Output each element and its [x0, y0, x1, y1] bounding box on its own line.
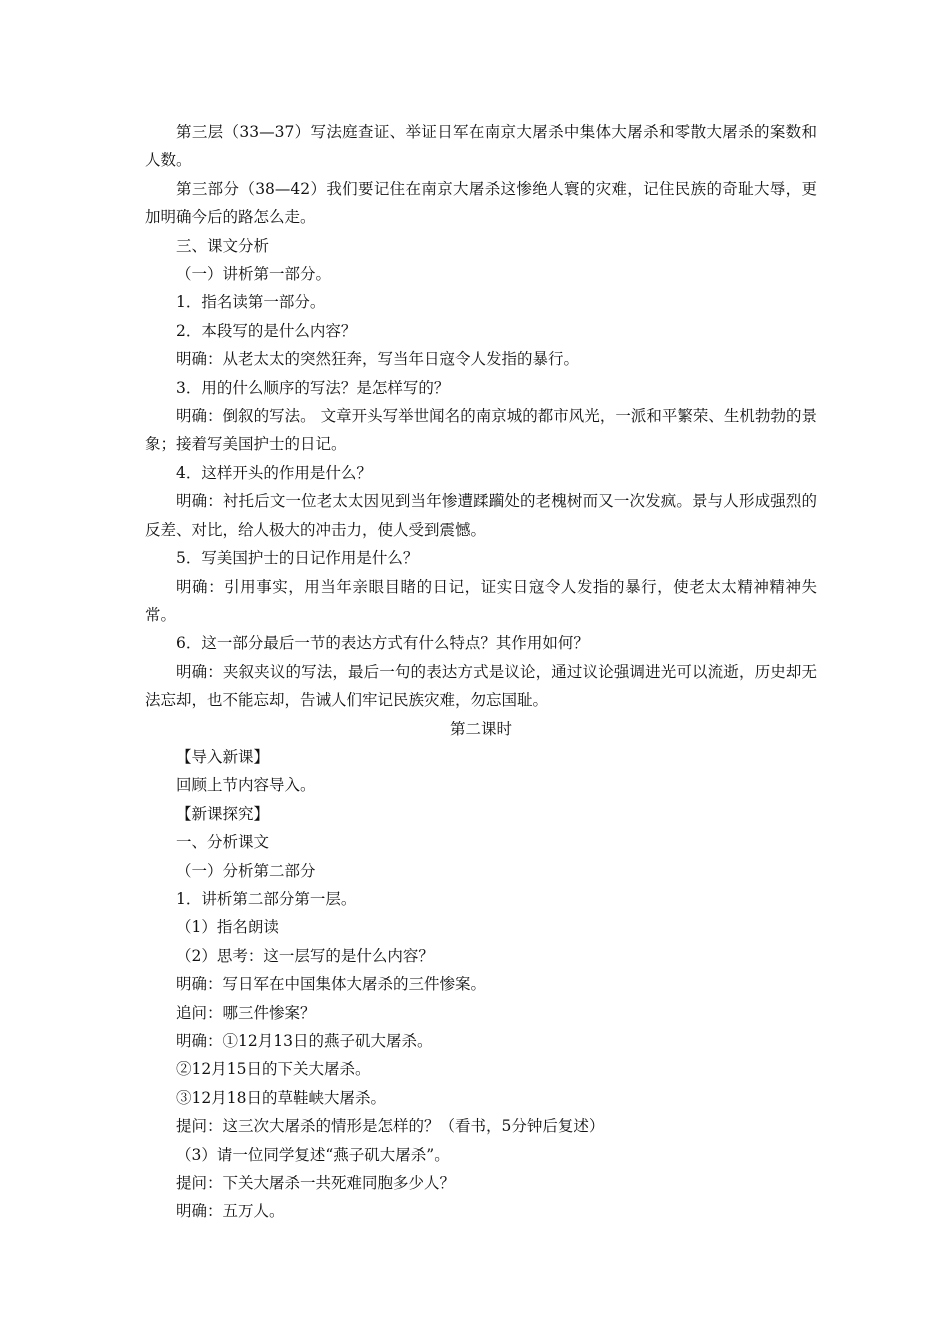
- question-item: 追问：哪三件惨案？: [176, 1003, 316, 1022]
- subsection-heading: （一）分析第二部分: [176, 861, 316, 880]
- paragraph: 回顾上节内容导入。: [176, 776, 316, 795]
- section-heading: 一、分析课文: [176, 833, 270, 852]
- step-item: （3）请一位同学复述“燕子矶大屠杀”。: [176, 1145, 450, 1164]
- question-item: 5．写美国护士的日记作用是什么？: [176, 549, 419, 568]
- question-item: 1．指名读第一部分。: [176, 293, 326, 312]
- answer-paragraph: 明确：倒叙的写法。 文章开头写举世闻名的南京城的都市风光，一派和平繁荣、生机勃勃的景象；接着写美国护士的日记。: [145, 407, 817, 454]
- paragraph: 第三层（33—37）写法庭查证、举证日军在南京大屠杀中集体大屠杀和零散大屠杀的案数和人数。: [145, 123, 817, 170]
- answer-list-item: ③12月18日的草鞋峡大屠杀。: [176, 1088, 386, 1107]
- question-item: 2．本段写的是什么内容？: [176, 321, 357, 340]
- answer-paragraph: 明确：写日军在中国集体大屠杀的三件惨案。: [176, 975, 487, 994]
- answer-paragraph: 明确：①12月13日的燕子矶大屠杀。: [176, 1032, 433, 1050]
- answer-paragraph: 明确：从老太太的突然狂奔，写当年日寇令人发指的暴行。: [176, 350, 580, 369]
- answer-paragraph: 明确：五万人。: [176, 1202, 285, 1221]
- paragraph: 第三部分（38—42）我们要记住在南京大屠杀这惨绝人寰的灾难，记住民族的奇耻大辱，更加明确今后的路怎么走。: [145, 179, 817, 227]
- step-item: （2）思考：这一层写的是什么内容？: [176, 946, 434, 965]
- answer-paragraph: 明确：引用事实，用当年亲眼目睹的日记，证实日寇令人发指的暴行，使老太太精神精神失常。: [145, 577, 817, 624]
- question-item: 提问：这三次大屠杀的情形是怎样的？（看书，5分钟后复述）: [176, 1117, 605, 1136]
- question-item: 3．用的什么顺序的写法？是怎样写的？: [176, 378, 450, 397]
- answer-paragraph: 明确：夹叙夹议的写法，最后一句的表达方式是议论，通过议论强调进光可以流逝，历史却无法忘却，也不能忘却，告诫人们牢记民族灾难，勿忘国耻。: [145, 662, 817, 710]
- question-item: 6．这一部分最后一节的表达方式有什么特点？其作用如何？: [176, 634, 589, 653]
- question-item: 1．讲析第二部分第一层。: [176, 889, 357, 908]
- question-item: 4．这样开头的作用是什么？: [176, 463, 372, 482]
- section-heading: 三、课文分析: [176, 236, 270, 255]
- section-label: 【新课探究】: [176, 804, 270, 823]
- answer-list-item: ②12月15日的下关大屠杀。: [176, 1060, 371, 1079]
- subsection-heading: （一）讲析第一部分。: [176, 265, 332, 284]
- question-item: 提问：下关大屠杀一共死难同胞多少人？: [176, 1174, 456, 1193]
- lesson-title: 第二课时: [449, 719, 512, 738]
- answer-paragraph: 明确：衬托后文一位老太太因见到当年惨遭蹂躏处的老槐树而又一次发疯。景与人形成强烈的反差、对比，给人极大的冲击力，使人受到震憾。: [145, 492, 817, 539]
- section-label: 【导入新课】: [176, 747, 270, 766]
- step-item: （1）指名朗读: [176, 918, 279, 937]
- document-body: [145, 118, 817, 1226]
